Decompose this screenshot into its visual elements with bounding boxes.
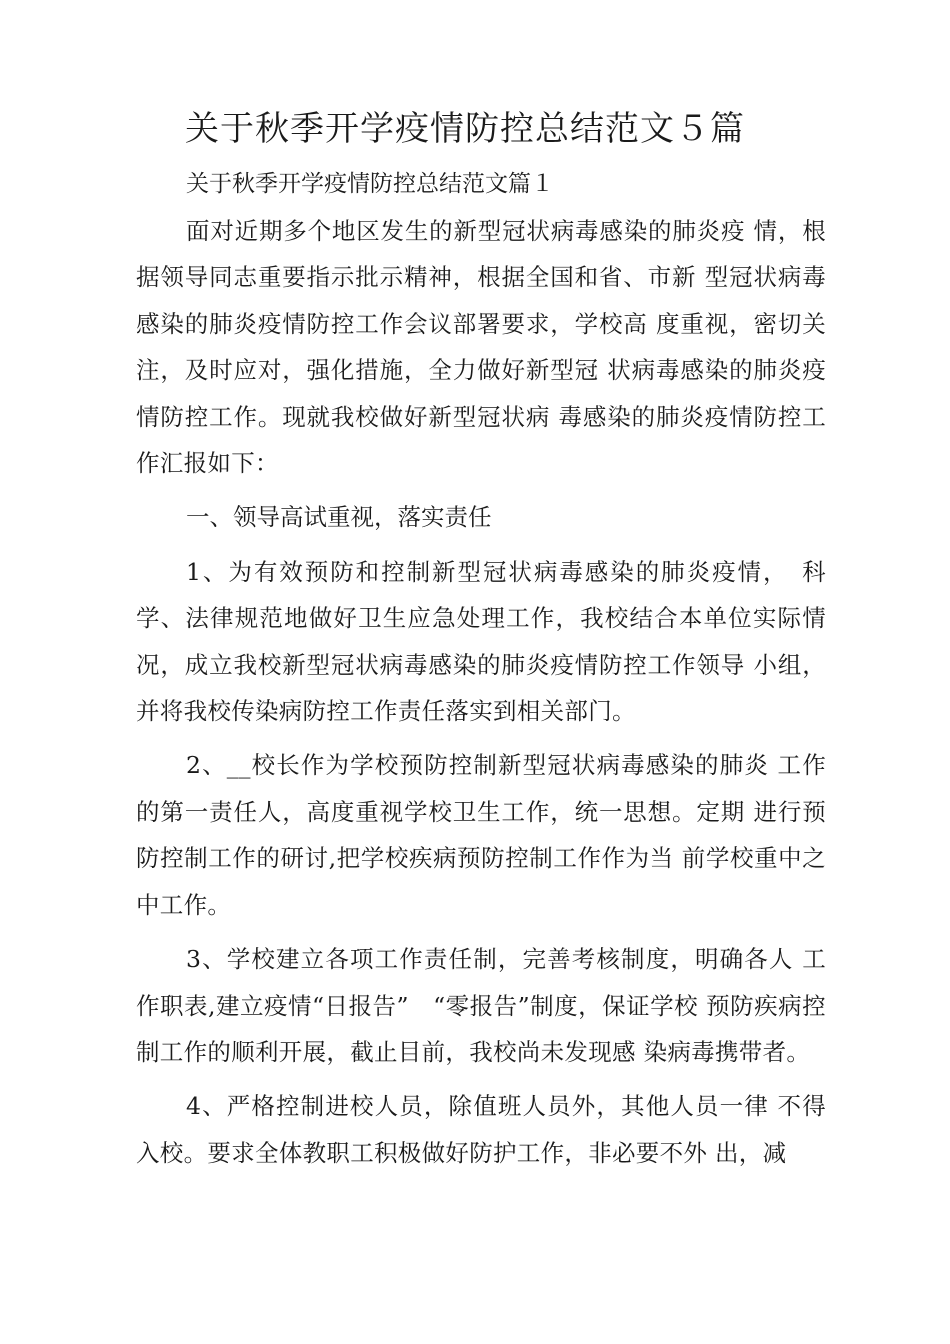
intro-paragraph: 面对近期多个地区发生的新型冠状病毒感染的肺炎疫 情，根据领导同志重要指示批示精神，根据全国和省、市新 型冠状病毒感染的肺炎疫情防控工作会议部署要求，学校高 度重视，密切关注，及时应对，强化措施，全力做好新型冠 状病毒感染的肺炎疫情防控工作。现就我校做好新型冠状病 毒感染的肺炎疫情防控工作汇报如下： [136,217,826,478]
paragraph-item-1: 1、为有效预防和控制新型冠状病毒感染的肺炎疫情， 科学、法律规范地做好卫生应急处理工作，我校结合本单位实际情况，成立我校新型冠状病毒感染的肺炎疫情防控工作领导 小组，并将我校传染病防控工作责任落实到相关部门。 [136,557,826,726]
document-subtitle: 关于秋季开学疫情防控总结范文篇１ [186,171,554,197]
paragraph-item-3: 3、学校建立各项工作责任制，完善考核制度，明确各人 工作职表,建立疫情“日报告” “零报告”制度，保证学校 预防疾病控制工作的顺利开展，截止目前，我校尚未发现感 染病毒携带者。 [136,945,826,1066]
paragraph-item-2: 2、__校长作为学校预防控制新型冠状病毒感染的肺炎 工作的第一责任人，高度重视学校卫生工作，统一思想。定期 进行预防控制工作的研讨,把学校疾病预防控制工作作为当 前学校重中之中工作。 [136,751,826,919]
document-title: 关于秋季开学疫情防控总结范文５篇 [185,109,745,149]
paragraph-item-4: 4、严格控制进校人员，除值班人员外，其他人员一律 不得入校。要求全体教职工积极做好防护工作，非必要不外 出，减 [136,1092,826,1167]
document-body [136,208,826,1184]
section-heading: 一、领导高试重视，落实责任 [186,503,492,532]
